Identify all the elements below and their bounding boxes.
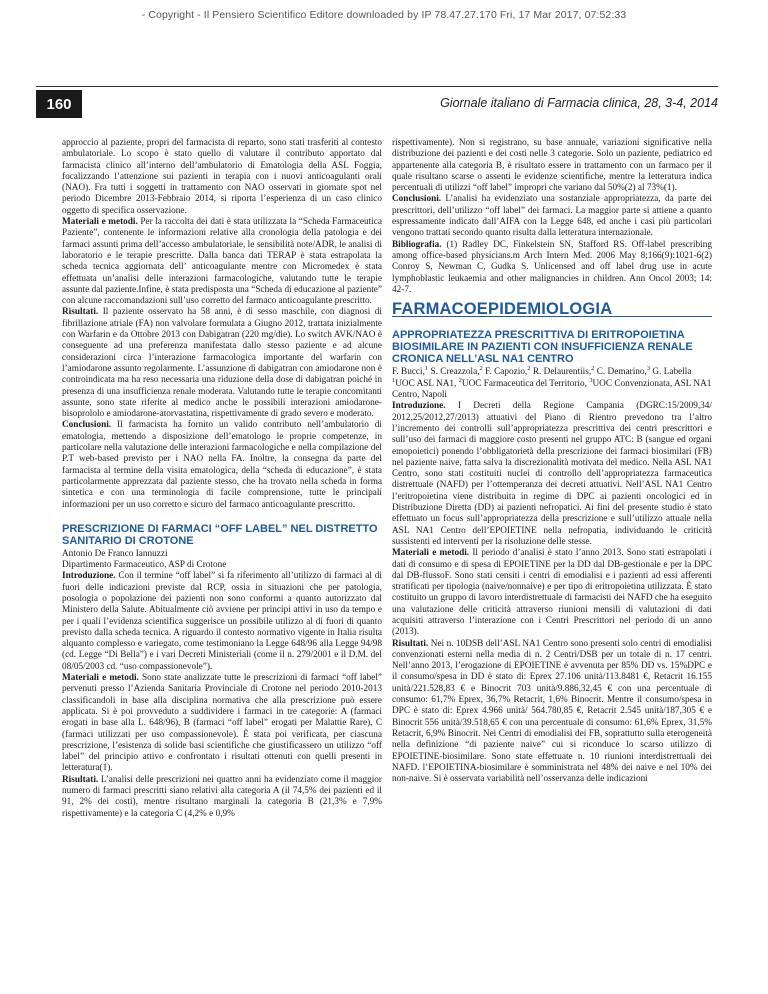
results-label: Risultati. bbox=[62, 307, 99, 318]
page-number: 160 bbox=[36, 90, 82, 118]
copyright-banner: - Copyright - Il Pensiero Scientifico Editore downloaded by IP 78.47.27.170 Fri, 17 Mar 2017, 07:52:33 bbox=[141, 9, 627, 21]
results-paragraph bbox=[62, 307, 382, 420]
article2-intro-text: Con il termine “off label” si fa riferimento all’utilizzo di farmaci al di fuori delle indicazioni previste dal RCP, ossia in situazioni che per patologia, posologia o popolazione dei pazienti non sono conformi a quanto autorizzato dal Ministero della Salute. Abitualmente ciò avviene per principi attivi in uso da tempo e per i quali l’evidenza scientifica suggerisce un possibile utilizzo al di fuori di quanto previsto dalla scheda tecnica. A riguardo il contesto normativo vigente in Italia risulta alquanto complesso e variegato, come testimoniano la Legge 648/96 alla Legge 94/98 (cd. Legge “Di Bella”) e i vari Decreti Ministeriali (come il n. 279/2001 e il D.M. del 08/05/2003 cd. “uso compassionevole”). bbox=[62, 571, 382, 672]
article3-methods-label: Materiali e metodi. bbox=[392, 548, 470, 559]
article2-results-label: Risultati. bbox=[62, 774, 99, 785]
article3-methods-paragraph bbox=[392, 548, 712, 638]
continued-results: rispettivamente). Non si registrano, su base annuale, variazioni significative nella distribuzione dei pazienti e dei costi nelle 3 categorie. Solo un paziente, pediatrico ed appartenente alla categoria B, è risultato essere in trattamento con un farmaco per il quale risultano scarse o assenti le evidenze scientifiche, mentre la letteratura indica percentuali di utilizzi “off label” impropri che variano dal 50%(2) al 73%(1). bbox=[392, 138, 712, 194]
author-2-sup: 2 bbox=[479, 365, 483, 373]
article2-methods-text: Sono state analizzate tutte le prescrizioni di farmaci “off label” pervenuti presso l’Azienda Sanitaria Provinciale di Crotone nel periodo 2010-2013 classificandoli in base alla disciplina normativa che alla prescrizione può essere applicata. Si è poi provveduto a suddividere i farmaci in tre categorie: A (farmaci erogati in base alla L. 648/96), B (farmaci “off label” erogati per Malattie Rare), C (farmaci utilizzati per uso compassionevole). È stata poi verificata, per ciascuna prescrizione, l’esistenza di solide basi scientifiche che giustificassero un utilizzo “off label” del principio attivo e confrontato i risultati ottenuti con quelli presenti in letteratura(1). bbox=[62, 673, 382, 774]
methods-label: Materiali e metodi. bbox=[62, 217, 138, 228]
conclusions-paragraph bbox=[62, 420, 382, 510]
article3-results-paragraph bbox=[392, 639, 712, 786]
article-title-off-label: PRESCRIZIONE DI FARMACI “OFF LABEL” NEL DISTRETTO SANITARIO DI CROTONE bbox=[62, 522, 378, 547]
intro-continued: approccio al paziente, propri del farmacista di reparto, sono stati trasferiti al contesto ambulatoriale. Lo scopo è stato quello di valutare il contributo apportato dal farmacista clinico all’interno dell’ambulatorio di Ematologia della ASL Foggia, focalizzando l’attenzione sui pazienti in terapia con i nuovi anticoagulanti orali (NAO). Fra tutti i soggetti in trattamento con NAO osservati in giornate spot nel periodo Dicembre 2013-Febbraio 2014, si riporta l’esperienza di un caso clinico oggetto di specifica osservazione. bbox=[62, 138, 382, 216]
article3-intro-text: I Decreti della Regione Campania (DGRC:15/2009,34/ 2012,25/2012,27/2013) attuativi del Piano di Rientro prevedono tra l’altro l’incremento dei controlli sull’appropriatezza prescrittiva dei centri prescrittori e sull’uso dei farmaci di maggiore costo presenti nel gruppo ATC: B (sangue ed organi emopoietici) ponendo l’obbligatorietà della prescrizione dei farmaci biosimilari (FB) nel paziente naive, fatta salva la discrezionalità motivata del medico. Nella ASL NA1 Centro, sono stati costituiti nuclei di controllo dell’appropriatezza farmaceutica distrettuale (NAFD) per l’ottemperanza dei decreti attuativi. Nell’ASL NA1 Centro l’eritropoietina viene distribuita in regime di DPC ai pazienti oncologici ed in Distribuzione Diretta (DD) ai pazienti nefropatici. Ai fini del presente studio è stato effettuato un focus sull’appropriatezza della prescrizione e sull’utilizzo attuale nella ASL NA1 Centro dell’EPOIETINE nella nefropatia, individuando le criticità sussistenti ed interventi per la risoluzione delle stesse. bbox=[392, 401, 712, 547]
conclusions-text: Il farmacista ha fornito un valido contributo nell’ambulatorio di ematologia, mettendo a disposizione dell’ematologo le proprie competenze, in particolare nella valutazione delle interazioni farmacologiche e nella compilazione del P.T web-based previsto per i NAO nella FA. Inoltre, la consegna da parte del farmacista al termine della visita ematologica, della “scheda di educazione”, è stata particolarmente apprezzata dal paziente stesso, che ha trovato nella scheda in forma sintetica e con una terminologia di facile comprensione, tutte le principali informazioni per un uso corretto e sicuro del farmaco anticoagulante prescritto. bbox=[62, 420, 382, 510]
article3-results-label: Risultati. bbox=[392, 638, 429, 649]
bibliography-label: Bibliografia. bbox=[392, 239, 442, 250]
affil-3-sup: 3 bbox=[589, 376, 593, 384]
conclusions-label: Conclusioni. bbox=[62, 420, 112, 431]
author-1-sup: 1 bbox=[424, 365, 429, 373]
author-2: S. Creazzola, bbox=[428, 367, 480, 378]
author-6: G. Labella bbox=[650, 367, 692, 378]
author-3-sup: 2 bbox=[527, 365, 531, 373]
right-column bbox=[392, 138, 712, 785]
affil-1-sup: 1 bbox=[392, 376, 396, 384]
results-text: Il paziente osservato ha 58 anni, è di sesso maschile, con diagnosi di fibrillazione atriale (FA) non valvolare formulata a Giugno 2012, trattata inizialmente con Warfarin e da Ottobre 2013 con Dabigatran (220 mg/die). Lo switch AVK/NAO è conseguente ad una preferenza manifestata dallo stesso paziente e ad alcune considerazioni circa l’interazione farmacologica importante del warfarin con l’amiodarone assunto regolarmente. L’assunzione di dabigatran con amiodarone non è controindicata ma ha reso necessaria una riduzione della dose di dabigatran poiché in presenza di una insufficienza renale moderata. Valutando tutte le terapie concomitanti assunte, sono state riferite al medico anche le possibili interazioni amiodarone-bisoprololo e amiodarone-atorvastatina, rispettivamente di grado severo e moderato. bbox=[62, 307, 382, 420]
right-conclusions-label: Conclusioni. bbox=[392, 194, 442, 205]
article3-affiliations bbox=[392, 376, 712, 402]
section-heading: FARMACOEPIDEMIOLOGIA bbox=[392, 304, 712, 317]
article2-methods-label: Materiali e metodi. bbox=[62, 673, 139, 684]
author-3: F. Capozio, bbox=[482, 367, 528, 378]
article-author: Antonio De Franco Iannuzzi bbox=[62, 548, 168, 559]
author-1: F. Bucci, bbox=[392, 367, 425, 378]
article3-authors bbox=[392, 367, 712, 378]
header-rule bbox=[36, 86, 718, 87]
author-5-sup: 3 bbox=[646, 365, 651, 373]
article2-results-paragraph bbox=[62, 775, 382, 820]
article-title-eritropoietina: APPROPRIATEZZA PRESCRITTIVA DI ERITROPOIETINA BIOSIMILARE IN PAZIENTI CON INSUFFICIENZA RENALE CRONICA NELL’ASL NA1 CENTRO bbox=[392, 329, 693, 366]
author-4: R. Delaurentiis, bbox=[530, 367, 592, 378]
affil-2-sup: 2 bbox=[458, 376, 462, 384]
article3-intro-paragraph bbox=[392, 401, 712, 548]
right-conclusions-paragraph bbox=[392, 194, 712, 239]
article3-methods-text: Il periodo d’analisi è stato l’anno 2013. Sono stati estrapolati i dati di consumo e di spesa di EPOIETINE per la DD dal DB-gestionale e per la DPC dal DB-flussoF. Sono stati censiti i centri di emodialisi e i pazienti ad essi afferenti stratificati per tipologia (naive/nonnaive) e per tipo di eritropoietina utilizzata. È stato costituito un gruppo di lavoro interdistrettuale di farmacisti dei NAFD che ha eseguito una valutazione delle criticità attraverso riunioni mensili di valutazioni di dati acquisiti attraverso l’interazione con i Centri Prescrittori nel periodo di un anno (2013). bbox=[392, 548, 712, 638]
affil-2: UOC Farmaceutica del Territorio, bbox=[461, 378, 590, 389]
article2-results-text: L’analisi delle prescrizioni nei quattro anni ha evidenziato come il maggior numero di farmaci prescritti siano relativi alla categoria A (il 74,5% dei pazienti ed il 91, 2% dei costi), mentre risultano marginali la categoria B (21,3% e 7,9% rispettivamente) e la categoria C (4,2% e 0,9% bbox=[62, 774, 382, 819]
author-4-sup: 2 bbox=[591, 365, 595, 373]
bibliography-paragraph bbox=[392, 240, 712, 296]
methods-text: Per la raccolta dei dati è stata utilizzata la “Scheda Farmaceutica Paziente”, contenente le informazioni relative alla cronologia della patologia e dei farmaci assunti prima dell’accesso ambulatoriale, le sensibilità note/ADR, le analisi di laboratorio e le terapie prescritte. Dalla banca dati TERAP è stata estrapolata la scheda tecnica aggiornata dell’ anticoagulante mentre con Micromedex è stata effettuata un’analisi delle interazioni farmacologiche, valutando tutte le terapie assunte dal paziente.Infine, è stata predisposta una “Scheda di educazione al paziente” con alcune raccomandazioni sull’uso corretto del farmaco anticoagulante prescritto. bbox=[62, 217, 382, 307]
affil-3: UOC Convenzionata, ASL NA1 Centro, Napoli bbox=[392, 378, 712, 401]
methods-paragraph bbox=[62, 217, 382, 307]
article2-intro-label: Introduzione. bbox=[62, 571, 116, 582]
left-column bbox=[62, 138, 382, 820]
article2-methods-paragraph bbox=[62, 673, 382, 775]
journal-running-title: Giornale italiano di Farmacia clinica, 28, 3-4, 2014 bbox=[440, 96, 718, 110]
article3-results-text: Nei n. 10DSB dell’ASL NA1 Centro sono presenti solo centri di emodialisi convenzionati esterni nella media di n. 2 Centri/DSB per un totale di n. 17 centri. Nell’anno 2013, l’erogazione di EPOIETINE è avvenuta per 85% DD vs. 15%DPC e il consumo/spesa in DD è stato di: Eprex 27.106 unità/113.8481 €, Retacrit 16.155 unità/221.528,83 € e Binocrit 703 unità/9.886,32,45 € con una percentuale di consumo: 61,7% Eprex, 36,7% Retacrit, 1,6% Binocrit. Mentre il consumo/spesa in DPC è stato di: Eprex 4.966 unità/ 564.780,85 €, Retacrit 2.545 unità/187,305 € e Binocrit 556 unità/39.518,65 € con una percentuale di consumo: 61,6% Eprex, 31,5% Retacrit, 6,9% Binocrit. Nei Centri di emodialisi dei FB, soprattutto sulla eterogeneità nella definizione “di paziente naive” cui si riconduce lo scarso utilizzo di EPOIETINE-biosimilare. Sono state effettuate n. 10 riunioni interdistrettuali dei NAFD. l’EPOIETINA-biosimilare è somministrata nel 48% dei naive e nel 10% dei non-naive. Si è osservata variabilità nell’osservanza delle indicazioni bbox=[392, 638, 712, 785]
article3-intro-label: Introduzione. bbox=[392, 401, 446, 412]
author-5: C. Demarino, bbox=[594, 367, 647, 378]
affil-1: UOC ASL NA1, bbox=[395, 378, 459, 389]
right-conclusions-text: L’analisi ha evidenziato una sostanziale appropriatezza, da parte dei prescrittori, dell’utilizzo “off label” dei farmaci. La maggior parte si attiene a quanto espressamente indicato dall’AIFA con la Legge 648, ed anche i casi più particolari vengono trattati secondo quanto risulta dalla letteratura internazionale. bbox=[392, 194, 712, 239]
article2-intro-paragraph bbox=[62, 571, 382, 673]
article-affiliation: Dipartimento Farmaceutico, ASP di Crotone bbox=[62, 560, 227, 571]
bibliography-text: (1) Radley DC, Finkelstein SN, Stafford RS. Off-label prescribing among office-based physicians.m Arch Intern Med. 2006 May 8;166(9):1021-6(2) Conroy S, Newman C, Gudka S. Unlicensed and off label drug use in acute lymphoblastic leukaemia and other malignancies in children. Ann Oncol 2003; 14: 42-7. bbox=[392, 239, 712, 295]
